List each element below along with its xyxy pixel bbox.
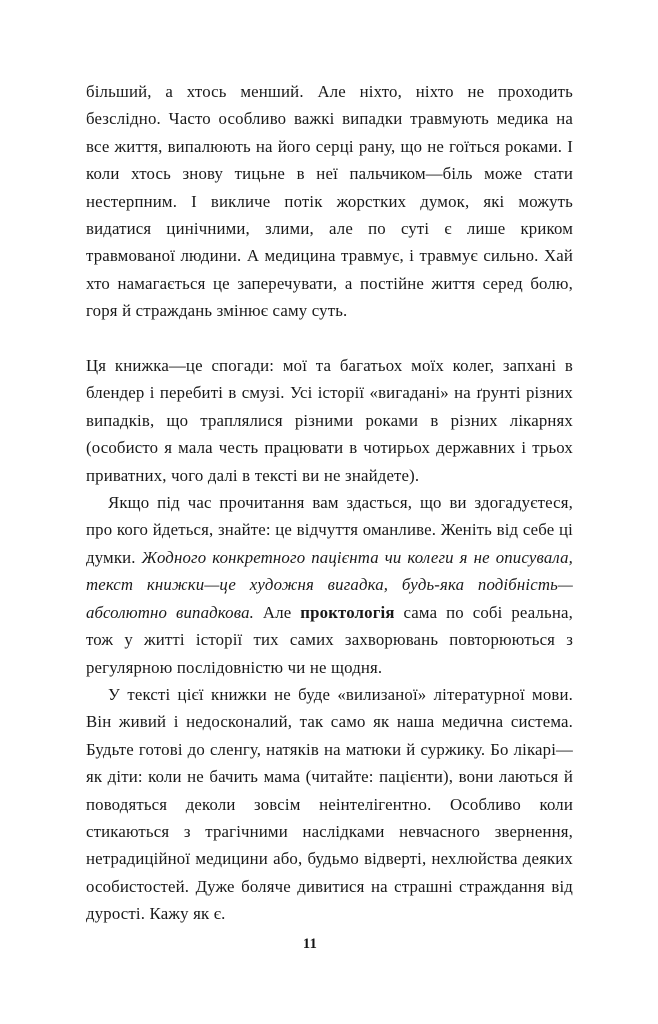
text-column [86, 78, 573, 928]
text-run-regular: Якщо під час прочитання вам здасться, що ви здогадуєтеся, про кого йдеться, знайте: це відчуття оманливе. Женіть від себе ці думки. [86, 493, 573, 567]
text-run-bold: проктологія [300, 602, 395, 622]
body-paragraph-mixed [86, 489, 573, 681]
page-number: 11 [302, 936, 318, 952]
body-paragraph: У тексті цієї книжки не буде «вилизаної» літературної мови. Він живий і недосконалий, так само як наша медична система. Будьте готові до сленгу, натяків на матюки й суржику. Бо лікарі—як діти: коли не бачить мама (читайте: пацієнти), вони лаються й поводяться деколи зовсім неінтелігентно. Особливо коли стикаються з трагічними наслідками невчасного звернення, нетрадиційної медицини або, будьмо відверті, нехлюйства деяких особистостей. Дуже боляче дивитися на страшні страждання від дурості. Кажу як є. [86, 684, 573, 924]
text-run-italic: Жодного конкретного пацієнта чи колеги я не описувала, текст книжки—це художня вигадка, будь-яка подібність—абсолютно випадкова. [86, 547, 573, 622]
text-run-regular: сама по собі реальна, тож у житті історії тих самих захворювань повторюються з регулярною послідовністю чи не щодня. [86, 602, 574, 677]
body-paragraph: Ця книжка—це спогади: мої та багатьох моїх колег, запхані в блендер і перебиті в смузі. Усі історії «вигадані» на ґрунті різних випадків, що траплялися різними роками в різних лікарнях (особисто я мала честь працювати в чотирьох державних і трьох приватних, чого далі в тексті ви не знайдете). [86, 356, 573, 485]
text-run-regular: Але [254, 602, 301, 622]
body-paragraph: більший, а хтось менший. Але ніхто, ніхто не проходить безслідно. Часто особливо важкі випадки травмують медика на все життя, випалюють на його серці рану, що не гоїться роками. І коли хтось знову тицьне в неї пальчиком—біль може стати нестерпним. І викличе потік жорстких думок, які можуть видатися цинічними, злими, але по суті є лише криком травмованої людини. А медицина травмує, і травмує сильно. Хай хто намагається це заперечувати, а постійне життя серед болю, горя й страждань змінює саму суть. [86, 82, 573, 321]
